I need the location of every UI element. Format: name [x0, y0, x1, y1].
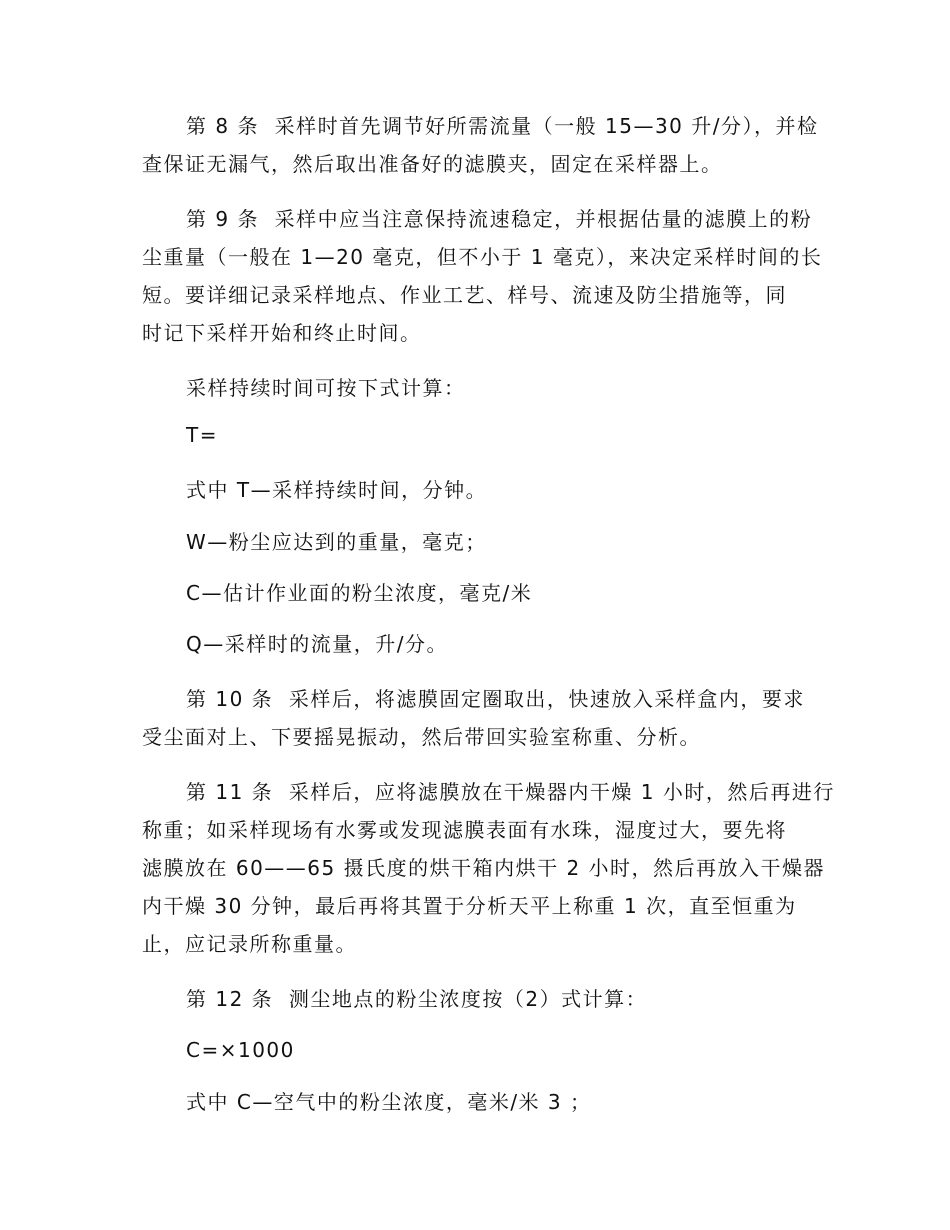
text-line: Q—采样时的流量，升/分。 [186, 632, 448, 656]
text-line: 时记下采样开始和终止时间。 [142, 321, 422, 345]
text-line: C—估计作业面的粉尘浓度，毫克/米 [186, 581, 533, 605]
text-line: 短。要详细记录采样地点、作业工艺、样号、流速及防尘措施等，同 [142, 283, 787, 307]
text-line: 查保证无漏气，然后取出准备好的滤膜夹，固定在采样器上。 [142, 152, 723, 176]
text-line: T= [186, 423, 218, 447]
text-line: 称重；如采样现场有水雾或发现滤膜表面有水珠，湿度过大，要先将 [142, 818, 787, 842]
text-line: 第 10 条 采样后，将滤膜固定圈取出，快速放入采样盒内，要求 [186, 687, 805, 711]
text-line: 第 12 条 测尘地点的粉尘浓度按（2）式计算： [186, 987, 648, 1011]
text-line: 尘重量（一般在 1—20 毫克，但不小于 1 毫克），来决定采样时间的长 [142, 245, 823, 269]
text-line: 式中 T—采样持续时间，分钟。 [186, 478, 488, 502]
text-line: 止，应记录所称重量。 [142, 932, 357, 956]
text-line: 内干燥 30 分钟，最后再将其置于分析天平上称重 1 次，直至恒重为 [142, 894, 797, 918]
text-line: 滤膜放在 60——65 摄氏度的烘干箱内烘干 2 小时，然后再放入干燥器 [142, 856, 826, 880]
text-line: C=×1000 [186, 1038, 295, 1062]
text-line: 采样持续时间可按下式计算： [186, 376, 466, 400]
text-line: 式中 C—空气中的粉尘浓度，毫米/米 3 ； [186, 1090, 592, 1114]
text-line: W—粉尘应达到的重量，毫克； [186, 530, 487, 554]
text-line: 第 9 条 采样中应当注意保持流速稳定，并根据估量的滤膜上的粉 [186, 207, 813, 231]
text-line: 第 8 条 采样时首先调节好所需流量（一般 15—30 升/分），并检 [186, 114, 819, 138]
text-line: 第 11 条 采样后，应将滤膜放在干燥器内干燥 1 小时，然后再进行 [186, 780, 835, 804]
text-line: 受尘面对上、下要摇晃振动，然后带回实验室称重、分析。 [142, 725, 701, 749]
